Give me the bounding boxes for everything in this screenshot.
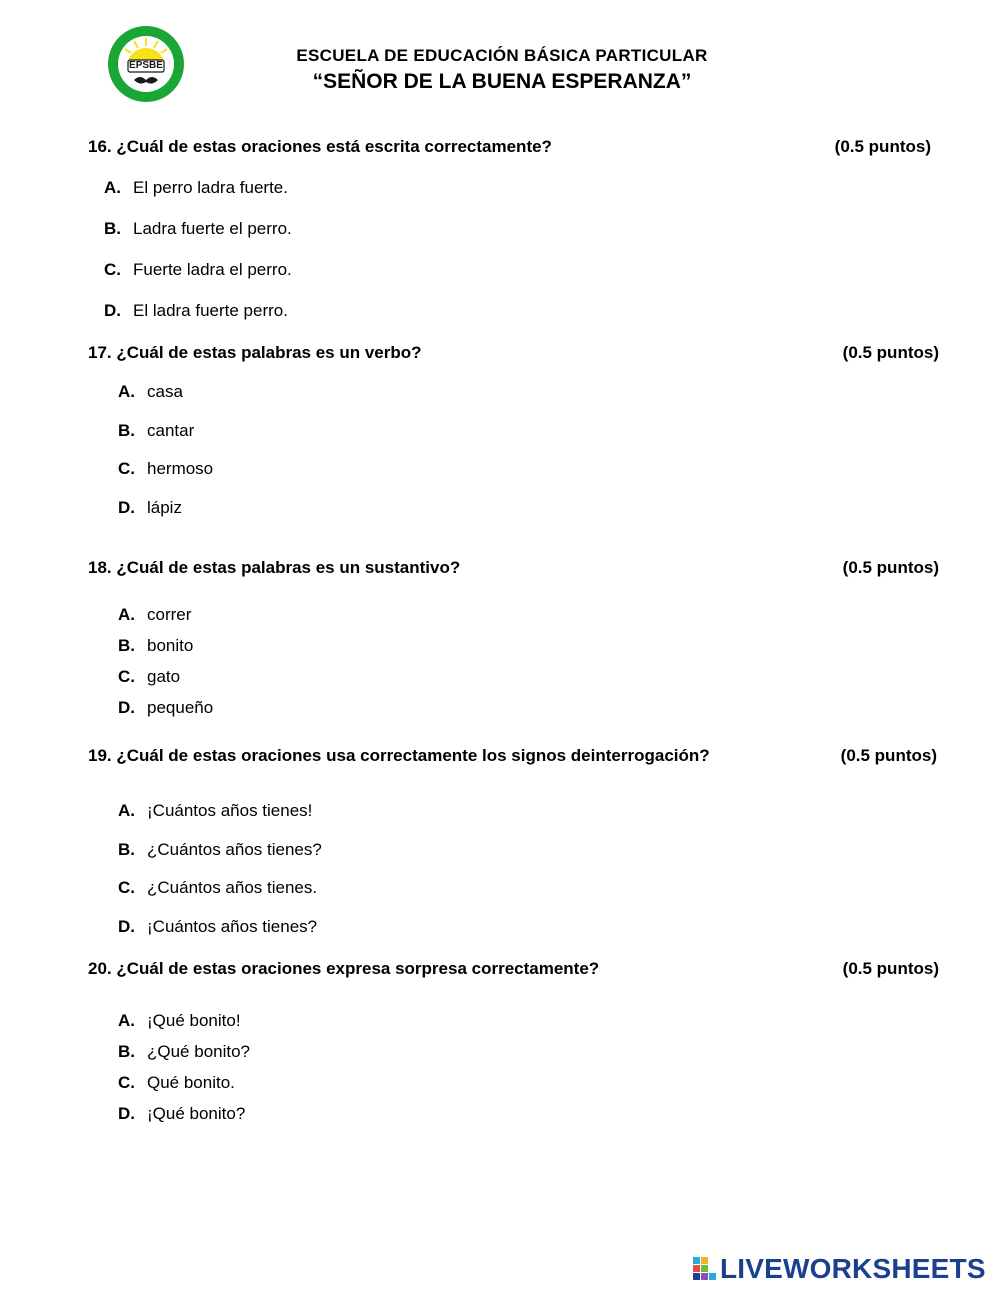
option-a[interactable] (118, 605, 191, 625)
option-text: gato (147, 667, 181, 686)
option-letter: D. (118, 698, 135, 717)
option-letter: B. (118, 1042, 135, 1061)
option-b[interactable] (118, 636, 193, 656)
option-letter: D. (118, 917, 135, 936)
option-text: ¿Cuántos años tienes. (147, 878, 318, 897)
school-name-line2: “SEÑOR DE LA BUENA ESPERANZA” (312, 70, 692, 93)
option-c[interactable] (118, 878, 317, 898)
option-b[interactable] (118, 840, 322, 860)
option-letter: B. (104, 219, 121, 238)
option-text: ¡Qué bonito? (147, 1104, 246, 1123)
option-b[interactable] (104, 219, 292, 239)
option-d[interactable] (104, 301, 288, 321)
option-text: Qué bonito. (147, 1073, 235, 1092)
option-a[interactable] (104, 178, 288, 198)
option-text: El ladra fuerte perro. (133, 301, 288, 320)
option-text: correr (147, 605, 192, 624)
option-a[interactable] (118, 382, 183, 402)
option-text: lápiz (147, 498, 182, 517)
question-title: 20. ¿Cuál de estas oraciones expresa sorpresa correctamente? (88, 959, 600, 978)
option-letter: C. (118, 1073, 135, 1092)
option-text: cantar (147, 421, 195, 440)
question-points: (0.5 puntos) (840, 746, 937, 765)
option-a[interactable] (118, 1011, 241, 1031)
question-title: 17. ¿Cuál de estas palabras es un verbo? (88, 343, 422, 362)
option-text: pequeño (147, 698, 214, 717)
option-text: El perro ladra fuerte. (133, 178, 288, 197)
option-c[interactable] (118, 667, 180, 687)
option-letter: B. (118, 840, 135, 859)
option-c[interactable] (104, 260, 292, 280)
option-text: casa (147, 382, 183, 401)
option-letter: C. (118, 667, 135, 686)
option-letter: D. (118, 1104, 135, 1123)
brand-text: LIVEWORKSHEETS (720, 1253, 986, 1284)
option-d[interactable] (118, 917, 317, 937)
option-text: Ladra fuerte el perro. (133, 219, 292, 238)
option-d[interactable] (118, 1104, 245, 1124)
option-letter: A. (104, 178, 121, 197)
option-text: ¡Qué bonito! (147, 1011, 241, 1030)
option-text: ¿Cuántos años tienes? (147, 840, 322, 859)
option-letter: A. (118, 605, 135, 624)
option-text: Fuerte ladra el perro. (133, 260, 292, 279)
option-b[interactable] (118, 421, 194, 441)
option-letter: B. (118, 421, 135, 440)
option-text: hermoso (147, 459, 214, 478)
option-b[interactable] (118, 1042, 250, 1062)
question-points: (0.5 puntos) (842, 558, 939, 577)
option-letter: D. (118, 498, 135, 517)
logo-text: EPSBE (129, 60, 163, 71)
question-points: (0.5 puntos) (834, 137, 931, 156)
option-text: bonito (147, 636, 194, 655)
option-letter: A. (118, 801, 135, 820)
school-name-line1: ESCUELA DE EDUCACIÓN BÁSICA PARTICULAR (296, 46, 708, 65)
question-title: 19. ¿Cuál de estas oraciones usa correctamente los signos deinterrogación? (88, 746, 710, 765)
option-text: ¡Cuántos años tienes! (147, 801, 313, 820)
option-d[interactable] (118, 698, 213, 718)
option-letter: C. (118, 459, 135, 478)
option-d[interactable] (118, 498, 182, 518)
liveworksheets-brand[interactable] (692, 1254, 992, 1284)
option-letter: B. (118, 636, 135, 655)
question-points: (0.5 puntos) (842, 343, 939, 362)
option-text: ¿Qué bonito? (147, 1042, 251, 1061)
option-a[interactable] (118, 801, 312, 821)
question-title: 16. ¿Cuál de estas oraciones está escrita correctamente? (88, 137, 552, 156)
option-letter: D. (104, 301, 121, 320)
liveworksheets-logo-icon (692, 1256, 718, 1282)
option-letter: C. (104, 260, 121, 279)
option-letter: A. (118, 382, 135, 401)
option-letter: A. (118, 1011, 135, 1030)
option-letter: C. (118, 878, 135, 897)
question-points: (0.5 puntos) (842, 959, 939, 978)
option-c[interactable] (118, 1073, 235, 1093)
option-c[interactable] (118, 459, 213, 479)
question-title: 18. ¿Cuál de estas palabras es un sustantivo? (88, 558, 461, 577)
option-text: ¡Cuántos años tienes? (147, 917, 318, 936)
